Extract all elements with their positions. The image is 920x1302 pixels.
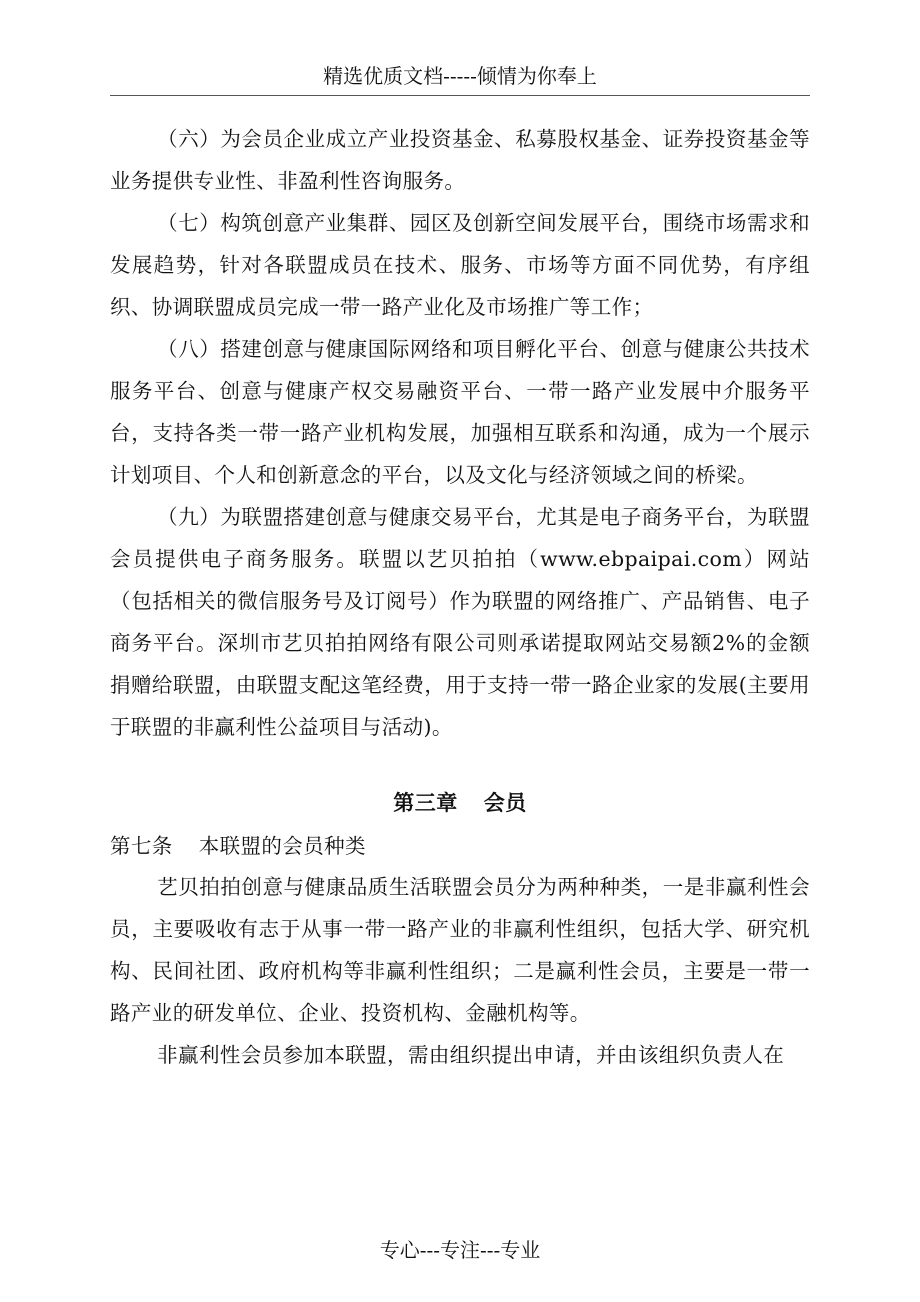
document-body (110, 118, 810, 1076)
article-heading (110, 826, 810, 866)
article-title: 本联盟的会员种类 (198, 834, 366, 858)
chapter-title: 会员 (483, 791, 527, 815)
chapter-heading (110, 782, 810, 824)
paragraph-9: （九）为联盟搭建创意与健康交易平台，尤其是电子商务平台，为联盟会员提供电子商务服务。联盟以艺贝拍拍（www.ebpaipai.com）网站（包括相关的微信服务号及订阅号）作为联盟的网络推广、产品销售、电子商务平台。深圳市艺贝拍拍网络有限公司则承诺提取网站交易额2%的金额捐赠给联盟，由联盟支配这笔经费，用于支持一带一路企业家的发展(主要用于联盟的非赢利性公益项目与活动)。 (110, 505, 810, 739)
paragraph-member-types: 艺贝拍拍创意与健康品质生活联盟会员分为两种种类，一是非赢利性会员，主要吸收有志于从事一带一路产业的非赢利性组织，包括大学、研究机构、民间社团、政府机构等非赢利性组织；二是赢利性会员，主要是一带一路产业的研发单位、企业、投资机构、金融机构等。 (110, 875, 810, 1025)
paragraph-nonprofit-join: 非赢利性会员参加本联盟，需由组织提出申请，并由该组织负责人在 (157, 1043, 785, 1067)
paragraph-6: （六）为会员企业成立产业投资基金、私募股权基金、证券投资基金等业务提供专业性、非盈利性咨询服务。 (110, 127, 810, 193)
paragraph-7: （七）构筑创意产业集群、园区及创新空间发展平台，围绕市场需求和发展趋势，针对各联盟成员在技术、服务、市场等方面不同优势，有序组织、协调联盟成员完成一带一路产业化及市场推广等工作； (110, 211, 810, 319)
article-number: 第七条 (110, 834, 173, 858)
page-footer: 专心---专注---专业 (379, 1238, 541, 1262)
paragraph-8: （八）搭建创意与健康国际网络和项目孵化平台、创意与健康公共技术服务平台、创意与健康产权交易融资平台、一带一路产业发展中介服务平台，支持各类一带一路产业机构发展，加强相互联系和沟通，成为一个展示计划项目、个人和创新意念的平台，以及文化与经济领域之间的桥梁。 (110, 337, 810, 487)
page-header: 精选优质文档-----倾情为你奉上 (323, 64, 597, 88)
chapter-number: 第三章 (393, 791, 458, 815)
header-divider (110, 95, 810, 96)
